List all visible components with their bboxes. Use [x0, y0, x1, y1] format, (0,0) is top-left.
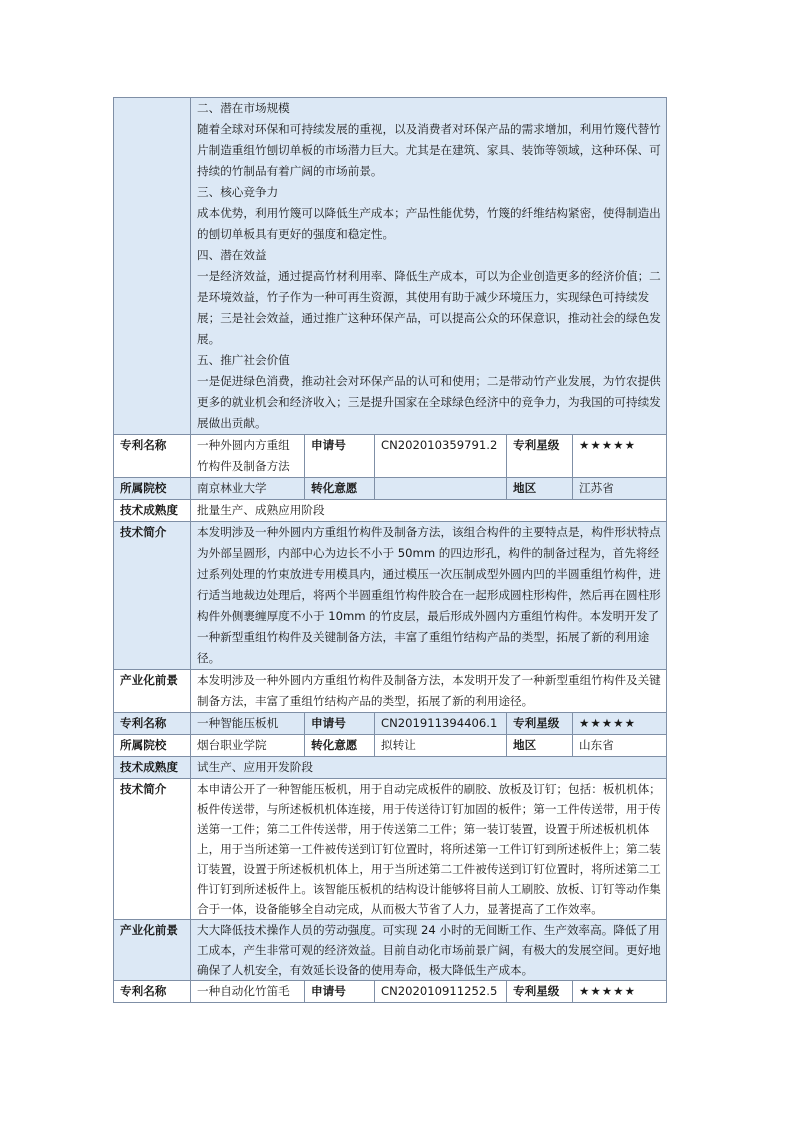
label-patent-name: 专利名称 [114, 435, 191, 478]
application-number-value: CN201911394406.1 [375, 713, 507, 735]
transfer-intent-value: 拟转让 [375, 735, 507, 757]
patent-rating-stars: ★★★★★ [573, 713, 667, 735]
label-industrial-prospect: 产业化前景 [114, 920, 191, 981]
section-heading: 二、潜在市场规模 [197, 101, 290, 115]
section-heading: 五、推广社会价值 [197, 353, 290, 367]
transfer-intent-value [375, 478, 507, 500]
label-school: 所属院校 [114, 478, 191, 500]
label-patent-rating: 专利星级 [507, 981, 573, 1003]
tech-intro-value: 本发明涉及一种外圆内方重组竹构件及制备方法，该组合构件的主要特点是，构件形状特点为外部呈圆形，内部中心为边长不小于 50mm 的四边形孔，构件的制备过程为，首先将经过系列处理的竹束放进专用模具内，通过模压一次压制成型外圆内凹的半圆重组竹构件，进行适当地裁边处理后，将两个半圆重组竹构件胶合在一起形成圆柱形构件，然后再在圆柱形构件外侧裹缠厚度不小于 10mm 的竹皮层，最后形成外圆内方重组竹构件。本发明开发了一种新型重组竹构件及关键制备方法，丰富了重组竹结构产品的类型，拓展了新的利用途径。 [191, 522, 667, 670]
patent-table [113, 97, 667, 1003]
label-region: 地区 [507, 735, 573, 757]
label-transfer-intent: 转化意愿 [305, 478, 375, 500]
label-region: 地区 [507, 478, 573, 500]
label-industrial-prospect: 产业化前景 [114, 670, 191, 713]
section-paragraph: 随着全球对环保和可持续发展的重视，以及消费者对环保产品的需求增加，利用竹篾代替竹片制造重组竹刨切单板的市场潜力巨大。尤其是在建筑、家具、装饰等领域，这种环保、可持续的竹制品有着广阔的市场前景。 [197, 122, 661, 178]
patent-2-name-row [114, 713, 667, 735]
patent-name-value: 一种智能压板机 [191, 713, 305, 735]
patent-2-maturity-row [114, 757, 667, 779]
section-heading: 四、潜在效益 [197, 248, 267, 262]
tech-intro-value: 本申请公开了一种智能压板机，用于自动完成板件的刷胶、放板及订钉；包括：板机机体；板件传送带，与所述板机机体连接，用于传送待订钉加固的板件；第一工件传送带，用于传送第一工件；第二工件传送带，用于传送第二工件；第一装订装置，设置于所述板机机体上，用于当所述第一工件被传送到订钉位置时，将所述第一工件订钉到所述板件上；第二装订装置，设置于所述板机机体上，用于当所述第二工件被传送到订钉位置时，将所述第二工件订钉到所述板件上。该智能压板机的结构设计能够将目前人工刷胶、放板、订钉等动作集合于一体，设备能够全自动完成，从而极大节省了人力，显著提高了工作效率。 [191, 779, 667, 920]
label-patent-rating: 专利星级 [507, 713, 573, 735]
patent-2-intro-row [114, 779, 667, 920]
patent-2-school-row [114, 735, 667, 757]
section-heading: 三、核心竞争力 [197, 185, 279, 199]
application-number-value: CN202010359791.2 [375, 435, 507, 478]
patent-1-intro-row [114, 522, 667, 670]
tech-maturity-value: 批量生产、成熟应用阶段 [191, 500, 667, 522]
school-value: 烟台职业学院 [191, 735, 305, 757]
industrial-prospect-value: 本发明涉及一种外圆内方重组竹构件及制备方法，本发明开发了一种新型重组竹构件及关键制备方法，丰富了重组竹结构产品的类型，拓展了新的利用途径。 [191, 670, 667, 713]
patent-3-name-row [114, 981, 667, 1003]
school-value: 南京林业大学 [191, 478, 305, 500]
empty-label-cell [114, 98, 191, 435]
patent-1-maturity-row [114, 500, 667, 522]
patent-rating-stars: ★★★★★ [573, 981, 667, 1003]
section-paragraph: 成本优势，利用竹篾可以降低生产成本；产品性能优势，竹篾的纤维结构紧密，使得制造出的刨切单板具有更好的强度和稳定性。 [197, 206, 661, 241]
patent-1-name-row [114, 435, 667, 478]
patent-1-school-row [114, 478, 667, 500]
label-application-number: 申请号 [305, 713, 375, 735]
label-patent-rating: 专利星级 [507, 435, 573, 478]
label-transfer-intent: 转化意愿 [305, 735, 375, 757]
label-patent-name: 专利名称 [114, 981, 191, 1003]
tech-maturity-value: 试生产、应用开发阶段 [191, 757, 667, 779]
patent-name-value: 一种自动化竹笛毛 [191, 981, 305, 1003]
label-tech-maturity: 技术成熟度 [114, 757, 191, 779]
region-value: 山东省 [573, 735, 667, 757]
label-school: 所属院校 [114, 735, 191, 757]
patent-name-value: 一种外圆内方重组竹构件及制备方法 [191, 435, 305, 478]
label-application-number: 申请号 [305, 435, 375, 478]
section-paragraph: 一是促进绿色消费，推动社会对环保产品的认可和使用；二是带动竹产业发展，为竹农提供更多的就业机会和经济收入；三是提升国家在全球绿色经济中的竞争力，为我国的可持续发展做出贡献。 [197, 374, 661, 430]
patent-rating-stars: ★★★★★ [573, 435, 667, 478]
continuation-row [114, 98, 667, 435]
label-tech-maturity: 技术成熟度 [114, 500, 191, 522]
region-value: 江苏省 [573, 478, 667, 500]
patent-1-prospect-row [114, 670, 667, 713]
market-analysis-block [191, 98, 667, 435]
patent-2-prospect-row [114, 920, 667, 981]
label-tech-intro: 技术简介 [114, 779, 191, 920]
label-patent-name: 专利名称 [114, 713, 191, 735]
label-application-number: 申请号 [305, 981, 375, 1003]
label-tech-intro: 技术简介 [114, 522, 191, 670]
section-paragraph: 一是经济效益，通过提高竹材利用率、降低生产成本，可以为企业创造更多的经济价值；二是环境效益，竹子作为一种可再生资源，其使用有助于减少环境压力，实现绿色可持续发展；三是社会效益，通过推广这种环保产品，可以提高公众的环保意识，推动社会的绿色发展。 [197, 269, 661, 346]
industrial-prospect-value: 大大降低技术操作人员的劳动强度。可实现 24 小时的无间断工作、生产效率高。降低了用工成本，产生非常可观的经济效益。目前自动化市场前景广阔，有极大的发展空间。更好地确保了人机安全，有效延长设备的使用寿命，极大降低生产成本。 [191, 920, 667, 981]
application-number-value: CN202010911252.5 [375, 981, 507, 1003]
